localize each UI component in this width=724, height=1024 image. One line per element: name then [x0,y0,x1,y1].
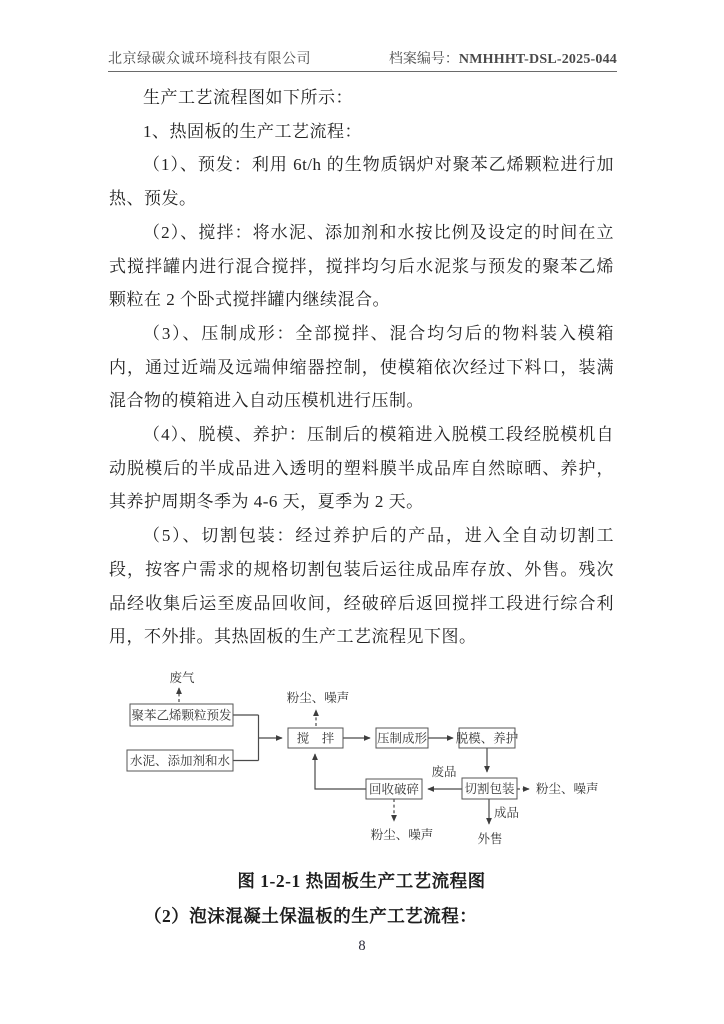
paragraph-step-4: （4）、脱模、养护：压制后的模箱进入脱模工段经脱模机自动脱模后的半成品进入透明的塑料膜半成品库自然晾晒、养护，其养护周期冬季为 4-6 天，夏季为 2 天。 [109,425,614,512]
body-text [109,81,614,654]
paragraph-list-title: 1、热固板的生产工艺流程： [143,121,362,141]
paragraph-step-5: （5）、切割包装：经过养护后的产品，进入全自动切割工段，按客户需求的规格切割包装后运往成品库存放、外售。残次品经收集后运至废品回收间，经破碎后返回搅拌工段进行综合利用，不外排。其热固板的生产工艺流程见下图。 [109,526,614,647]
product-label: 成品 [494,806,520,820]
dust-noise-mixing-label: 粉尘、噪声 [286,691,350,705]
sale-label: 外售 [477,832,503,846]
arrow-recycle-mixing [315,754,366,789]
cutting-label: 切割包装 [464,782,515,796]
figure-caption: 图 1-2-1 热固板生产工艺流程图 [237,871,486,891]
dust-noise-recycle-label: 粉尘、噪声 [370,828,434,842]
archive-number [389,48,617,68]
company-name: 北京绿碳众诚环境科技有限公司 [108,52,311,67]
flowchart-svg [105,660,620,855]
waste-gas-label: 废气 [169,671,195,685]
archive-number-value: NMHHHT-DSL-2025-044 [458,52,617,67]
process-flow-diagram [105,660,620,855]
page-header [108,50,617,72]
paragraph-step-1: （1）、预发：利用 6t/h 的生物质锅炉对聚苯乙烯颗粒进行加热、预发。 [109,155,614,209]
paragraph-step-3: （3）、压制成形：全部搅拌、混合均匀后的物料装入模箱内，通过近端及远端伸缩器控制，使模箱依次经过下料口，装满混合物的模箱进入自动压模机进行压制。 [109,323,614,411]
recycle-label: 回收破碎 [368,782,420,797]
pressing-label: 压制成形 [376,731,428,746]
dust-noise-cutting-label: 粉尘、噪声 [536,782,599,796]
mixing-label: 搅 拌 [296,731,335,746]
paragraph-step-2: （2）、搅拌：将水泥、添加剂和水按比例及设定的时间在立式搅拌罐内进行混合搅拌，搅拌均匀后水泥浆与预发的聚苯乙烯颗粒在 2 个卧式搅拌罐内继续混合。 [109,222,614,310]
demold-label: 脱模、养护 [455,731,519,746]
materials-label: 水泥、添加剂和水 [129,754,231,768]
scrap-label: 废品 [431,765,457,779]
paragraph-intro: 生产工艺流程图如下所示： [143,88,353,107]
page-number: 8 [358,938,366,954]
flow-labels [169,670,598,846]
archive-number-label: 档案编号： [388,52,459,67]
flow-boxes [127,704,519,799]
section-heading: （2）泡沫混凝土保温板的生产工艺流程： [144,906,478,926]
pre-foam-label: 聚苯乙烯颗粒预发 [131,708,232,723]
